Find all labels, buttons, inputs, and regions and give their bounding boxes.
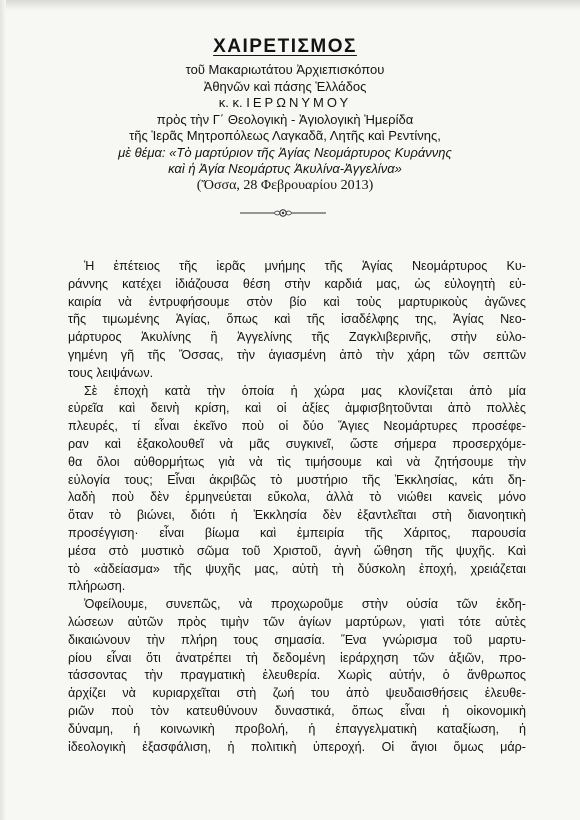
body-line-13: εὐλογία τους; Εἶναι ἀκριβῶς τὸ μυστήριο τῆς Ἐκκλησίας, κάτι δη- (68, 472, 526, 487)
body-line-14: λαδὴ ποὺ δὲν ἑρμηνεύεται εὔκολα, ἀλλὰ τὸ νιώθει κανεὶς μόνο (68, 490, 526, 505)
body-line-6: γημένη γῆ τῆς Ὄσσας, τὴν ἁγιασμένη ἀπὸ τὴν χάρη τῶν σεπτῶν (68, 347, 526, 362)
body-line-15: ὅταν τὸ βιώνει, διότι ἡ Ἐκκλησία δὲν ἐξαντλεῖται στὴ διανοητικὴ (68, 508, 526, 523)
body-line-20: Ὀφείλουμε, συνεπῶς, νὰ προχωροῦμε στὴν οὐσία τῶν ἐκδη- (84, 597, 526, 612)
header-line-6: μὲ θέμα: «Τὸ μαρτύριον τῆς Ἁγίας Νεομάρτυρος Κυράννης (118, 144, 452, 160)
header-date: (Ὄσσα, 28 Φεβρουαρίου 2013) (196, 177, 374, 193)
body-line-11: ραν καὶ ἐξακολουθεῖ νὰ μᾶς συγκινεῖ, ὥστε σήμερα προσερχόμε- (68, 436, 526, 451)
document-title: ΧΑΙΡΕΤΙΣΜΟΣ (213, 36, 357, 57)
honorific: κ. κ. (218, 95, 243, 110)
body-line-19: πλήρωση. (68, 579, 126, 594)
body-line-12: θα ὅλοι αὐθορμήτως γιὰ νὰ τὶς τιμήσουμε καὶ νὰ ζητήσουμε τὴν (68, 454, 526, 469)
body-line-10: πλευρές, τί εἶναι ἐκεῖνο ποὺ οἱ δύο Ἅγιες Νεομάρτυρες προσέφε- (68, 419, 526, 434)
body-line-8: Σὲ ἐποχὴ κατὰ τὴν ὁποία ἡ χώρα μας κλονίζεται ἀπὸ μία (84, 383, 526, 398)
body-line-17: μέσα στὸ μυστικὸ σῶμα τοῦ Χριστοῦ, ἁγνὴ ὤθηση τῆς ψυχῆς. Καὶ (68, 543, 526, 558)
scan-top-shadow (0, 0, 580, 10)
header-line-4: πρὸς τὴν Γ΄ Θεολογικὴ - Ἁγιολογικὴ Ἡμερίδα (156, 111, 414, 127)
header-line-1: τοῦ Μακαριωτάτου Ἀρχιεπισκόπου (185, 62, 385, 77)
body-line-16: προσέγγιση· εἶναι βίωμα καὶ ἐμπειρία τῆς Χάριτος, παρουσία (68, 525, 526, 540)
body-line-7: τους λειψάνων. (68, 365, 154, 380)
body-line-28: ἰδεολογικὴ ἐξασφάλιση, ἡ πολιτικὴ ὑπεροχή. Οἱ ἅγιοι ὅμως μάρ- (68, 739, 526, 754)
header-line-7: καὶ ἡ Ἁγία Νεομάρτυς Ἀκυλίνα-Ἀγγελίνα» (168, 161, 402, 176)
body-line-1: Ἡ ἐπέτειος τῆς ἱερᾶς μνήμης τῆς Ἁγίας Νεομάρτυρος Κυ- (84, 259, 526, 273)
body-line-22: δικαιώνουν τὴν πλήρη τους σημασία. Ἕνα γνώρισμα τοῦ μαρτυ- (68, 632, 526, 647)
body-line-9: εὐρεῖα καὶ δεινὴ κρίση, καὶ οἱ ἀξίες ἀμφισβητοῦνται ἀπὸ πολλὲς (68, 401, 526, 416)
header-line-3 (70, 95, 500, 112)
ornament-divider-icon (238, 206, 328, 220)
body-line-18: τὸ «ἀδείασμα» τῆς ψυχῆς μας, αὐτὴ τὴ δύσκολη ἐποχή, χρειάζεται (68, 561, 526, 576)
body-line-5: μάρτυρος Ἀκυλίνης ἢ Ἀγγελίνης τῆς Ζαγκλιβερινῆς, στὴν εὐλο- (68, 330, 526, 345)
archbishop-name: ΙΕΡΩΝΥΜΟΥ (246, 95, 352, 110)
scan-left-shadow (0, 0, 6, 820)
body-line-24: τάσσοντας τὴν πραγματικὴ ἐλευθερία. Χωρὶς αὐτήν, ὁ ἄνθρωπος (68, 668, 526, 683)
body-line-23: ρίου εἶναι ὅτι ἀνατρέπει τὴ δεδομένη ἱεράρχηση τῶν ἀξιῶν, προ- (68, 650, 526, 665)
body-line-25: ἀρχίζει νὰ κυριαρχεῖται στὴ ζωή του ἀπὸ ψευδαισθήσεις ἐλευθε- (68, 686, 526, 701)
body-line-4: τῆς τιμωμένης Ἁγίας, ὅπως καὶ τῆς ἰσαδέλφης της, Ἁγίας Νεο- (68, 312, 526, 327)
body-line-2: ράννης κατέχει ἰδιάζουσα θέση στὴν καρδιά μας, ὡς εὐλογητὴ εὐ- (68, 276, 526, 291)
body-line-27: δύναμη, ἡ κοινωνικὴ προβολή, ἡ ἐπαγγελματικὴ καταξίωση, ἡ (68, 721, 526, 736)
document-header (70, 36, 500, 194)
body-line-26: ριῶν ποὺ τὸν κατευθύνουν δυναστικά, ὅπως εἶναι ἡ οἰκονομικὴ (68, 703, 526, 718)
body-line-21: λώσεων αὐτῶν πρὸς τιμὴν τῶν ἁγίων μαρτύρων, γιατὶ τότε αὐτὲς (68, 614, 526, 629)
body-line-3: καιρία νὰ ἐντρυφήσουμε στὸν βίο καὶ τοὺς μαρτυρικοὺς ἀγῶνες (68, 294, 526, 309)
document-body (68, 258, 526, 756)
header-line-5: τῆς Ἱερᾶς Μητροπόλεως Λαγκαδᾶ, Λητῆς καὶ Ρεντίνης, (129, 128, 441, 143)
header-line-2: Ἀθηνῶν καὶ πάσης Ἑλλάδος (203, 78, 367, 94)
